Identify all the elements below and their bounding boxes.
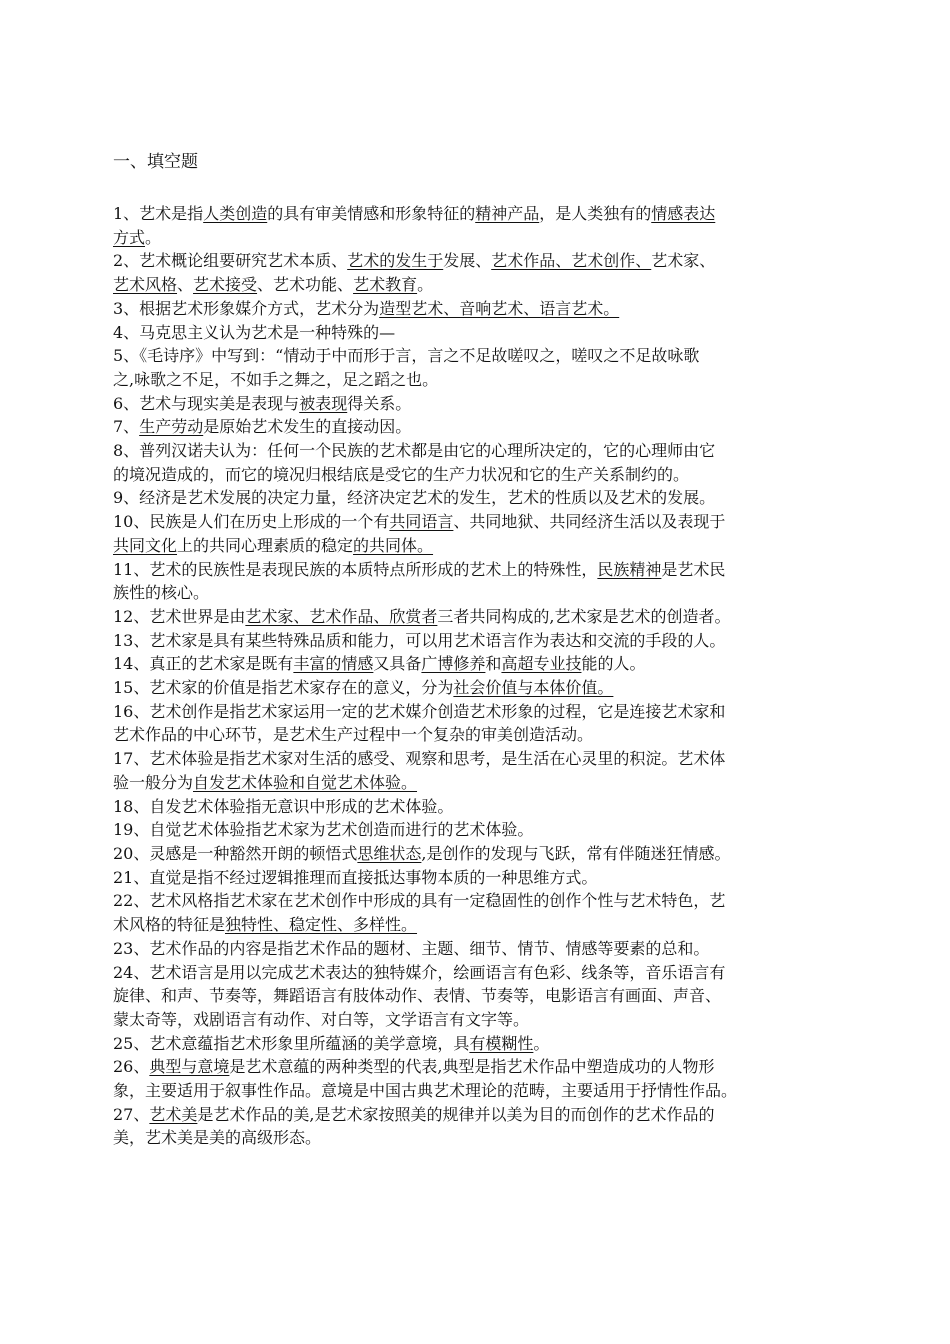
answer-blank-text: 艺术作品、艺术创作、 [491,251,652,271]
question-item [113,1032,853,1056]
question-text: 象，主要适用于叙事性作品。意境是中国古典艺术理论的范畴，主要适用于抒情性作品。 [113,1081,738,1101]
answer-blank-text: 的共同体。 [353,535,434,555]
question-item [113,1055,853,1102]
question-text: 族性的核心。 [113,583,210,603]
answer-blank-text: 独特性、稳定性、多样性。 [225,915,418,935]
question-line [113,700,853,724]
question-item [113,937,853,961]
question-text: 22、艺术风格指艺术家在艺术创作中形成的具有一定稳固性的创作个性与艺术特色，艺 [113,891,726,911]
question-item [113,249,853,296]
question-line [113,581,853,605]
question-text: 1、艺术是指 [113,204,204,223]
question-item [113,510,853,557]
question-line [113,1079,853,1103]
question-text: 21、直觉是指不经过逻辑推理而直接抵达事物本质的一种思维方式。 [113,867,598,887]
question-text: 又具备 [373,654,422,674]
question-text: 艺术家、 [651,251,716,271]
question-item [113,676,853,700]
question-text: 3、根据艺术形象媒介方式，艺术分为 [113,298,380,318]
question-line [113,676,853,700]
question-text: 24、艺术语言是用以完成艺术表达的独特媒介，绘画语言有色彩、线条等，音乐语言有 [113,962,726,982]
question-item [113,818,853,842]
question-line [113,226,853,250]
question-line [113,1008,853,1032]
question-text: 18、自发艺术体验指无意识中形成的艺术体验。 [113,796,454,816]
question-line [113,842,853,866]
section-heading: 一、填空题 [113,152,198,172]
question-text: 旋律、和声、节奏等，舞蹈语言有肢体动作、表情、节奏等，电影语言有画面、声音、 [113,986,722,1006]
answer-blank-text: 社会价值与本体价值。 [453,678,614,698]
question-item [113,321,853,345]
answer-blank-text: 广博修养 [421,654,486,674]
question-text: 和 [485,654,502,674]
question-text: 之,咏歌之不足，不如手之舞之，足之蹈之也。 [113,369,439,389]
question-text: 能的人。 [581,654,646,674]
question-line [113,1126,853,1150]
answer-blank-text: 共同语言 [389,512,454,532]
question-text: 26、 [113,1057,150,1077]
question-line [113,605,853,629]
answer-blank-text: 造型艺术、音响艺术、语言艺术。 [379,298,620,318]
question-line [113,558,853,582]
question-text: 8、普列汉诺夫认为：任何一个民族的艺术都是由它的心理所决定的，它的心理师由它 [113,441,716,461]
question-text: 5、《毛诗序》中写到：“情动于中而形于言，言之不足故嗟叹之，嗟叹之不足故咏歌 [113,346,700,366]
question-line [113,486,853,510]
question-text: 艺术作品的中心环节，是艺术生产过程中一个复杂的审美创造活动。 [113,725,594,745]
question-text: 美，艺术美是美的高级形态。 [113,1128,322,1148]
question-text: 发展、 [443,251,492,271]
question-text: 是艺术意蕴的两种类型的代表,典型是指艺术作品中塑造成功的人物形 [229,1057,715,1077]
answer-blank-text: 艺术美 [149,1104,198,1124]
answer-blank-text: 丰富的情感 [293,654,374,674]
question-item [113,392,853,416]
question-line [113,249,853,273]
question-text: 的境况造成的，而它的境况归根结底是受它的生产力状况和它的生产关系制约的。 [113,464,690,484]
question-item [113,795,853,819]
question-text: 10、民族是人们在历史上形成的一个有 [113,512,390,532]
question-item [113,700,853,747]
question-text: 14、真正的艺术家是既有 [113,654,294,674]
question-text: 7、 [113,417,140,437]
answer-blank-text: 被表现 [299,393,348,413]
answer-blank-text: 思维状态 [357,843,422,863]
question-item [113,866,853,890]
question-list [113,202,853,1150]
question-line [113,889,853,913]
question-text: 三者共同构成的,艺术家是艺术的创造者。 [437,606,731,626]
answer-blank-text: 有模糊性 [469,1033,534,1053]
answer-blank-text: 艺术教育 [353,275,418,295]
question-line [113,534,853,558]
answer-blank-text: 方式 [113,227,146,247]
question-line [113,723,853,747]
question-text: 是艺术作品的美,是艺术家按照美的规律并以美为目的而创作的艺术作品的 [197,1104,715,1124]
question-line [113,937,853,961]
question-line [113,913,853,937]
question-line [113,463,853,487]
question-text: 6、艺术与现实美是表现与 [113,393,300,413]
question-text: 4、马克思主义认为艺术是一种特殊的— [113,322,396,342]
question-text: 19、自觉艺术体验指艺术家为艺术创造而进行的艺术体验。 [113,820,534,840]
question-text: 12、艺术世界是由 [113,606,246,626]
question-line [113,747,853,771]
question-text: ,是创作的发现与飞跃，常有伴随迷狂情感。 [421,843,731,863]
question-line [113,1103,853,1127]
question-text: 是艺术民 [661,559,726,579]
question-text: ，是人类独有的 [539,204,652,223]
question-line [113,392,853,416]
question-text: 、艺术功能、 [257,275,354,295]
question-text: 17、艺术体验是指艺术家对生活的感受、观察和思考，是生活在心灵里的积淀。艺术体 [113,749,726,769]
question-text: 11、艺术的民族性是表现民族的本质特点所形成的艺术上的特殊性， [113,559,598,579]
question-text: 20、灵感是一种豁然开朗的顿悟式 [113,843,358,863]
question-item [113,202,853,249]
question-line [113,415,853,439]
answer-blank-text: 高超专业技 [501,654,582,674]
question-text: 是原始艺术发生的直接动因。 [203,417,412,437]
question-line [113,510,853,534]
question-item [113,889,853,936]
answer-blank-text: 人类创造 [203,204,268,223]
question-item [113,558,853,605]
question-item [113,439,853,486]
answer-blank-text: 共同文化 [113,535,178,555]
question-text: 9、经济是艺术发展的决定力量，经济决定艺术的发生，艺术的性质以及艺术的发展。 [113,488,716,508]
question-text: 的具有审美情感和形象特征的 [267,204,476,223]
answer-blank-text: 艺术接受 [193,275,258,295]
answer-blank-text: 民族精神 [597,559,662,579]
question-line [113,368,853,392]
question-item [113,344,853,391]
question-line [113,439,853,463]
question-text: 验一般分为 [113,772,194,792]
answer-blank-text: 典型与意境 [149,1057,230,1077]
question-line [113,818,853,842]
question-text: 、共同地狱、共同经济生活以及表现于 [453,512,726,532]
question-text: 、 [177,275,194,295]
question-line [113,771,853,795]
question-text: 27、 [113,1104,150,1124]
question-text: 23、艺术作品的内容是指艺术作品的题材、主题、细节、情节、情感等要素的总和。 [113,938,710,958]
question-text: 蒙太奇等，戏剧语言有动作、对白等，文学语言有文字等。 [113,1009,530,1029]
question-line [113,1032,853,1056]
answer-blank-text: 自发艺术体验和自觉艺术体验。 [193,772,418,792]
question-text: 。 [417,275,434,295]
question-line [113,961,853,985]
answer-blank-text: 艺术风格 [113,275,178,295]
question-item [113,629,853,653]
question-text: 15、艺术家的价值是指艺术家存在的意义，分为 [113,678,454,698]
question-text: 13、艺术家是具有某些特殊品质和能力，可以用艺术语言作为表达和交流的手段的人。 [113,630,726,650]
question-line [113,344,853,368]
answer-blank-text: 精神产品 [475,204,540,223]
question-line [113,866,853,890]
question-item [113,652,853,676]
question-item [113,1103,853,1150]
question-item [113,605,853,629]
question-item [113,297,853,321]
question-text: 术风格的特征是 [113,915,226,935]
question-line [113,795,853,819]
answer-blank-text: 艺术家、艺术作品、欣赏者 [245,606,438,626]
answer-blank-text: 情感表达 [651,204,716,223]
question-line [113,202,853,226]
question-line [113,984,853,1008]
answer-blank-text: 艺术的发生于 [347,251,444,271]
question-text: 。 [533,1033,550,1053]
question-line [113,629,853,653]
question-text: 得关系。 [347,393,412,413]
question-text: 16、艺术创作是指艺术家运用一定的艺术媒介创造艺术形象的过程，它是连接艺术家和 [113,701,726,721]
question-item [113,961,853,1032]
question-line [113,652,853,676]
question-item [113,747,853,794]
question-text: 25、艺术意蕴指艺术形象里所蕴涵的美学意境，具 [113,1033,470,1053]
question-item [113,486,853,510]
question-line [113,321,853,345]
answer-blank-text: 生产劳动 [139,417,204,437]
question-line [113,297,853,321]
question-line [113,273,853,297]
question-line [113,1055,853,1079]
question-text: 2、艺术概论组要研究艺术本质、 [113,251,348,271]
question-item [113,415,853,439]
question-text: 。 [145,227,162,247]
question-text: 上的共同心理素质的稳定 [177,535,354,555]
question-item [113,842,853,866]
